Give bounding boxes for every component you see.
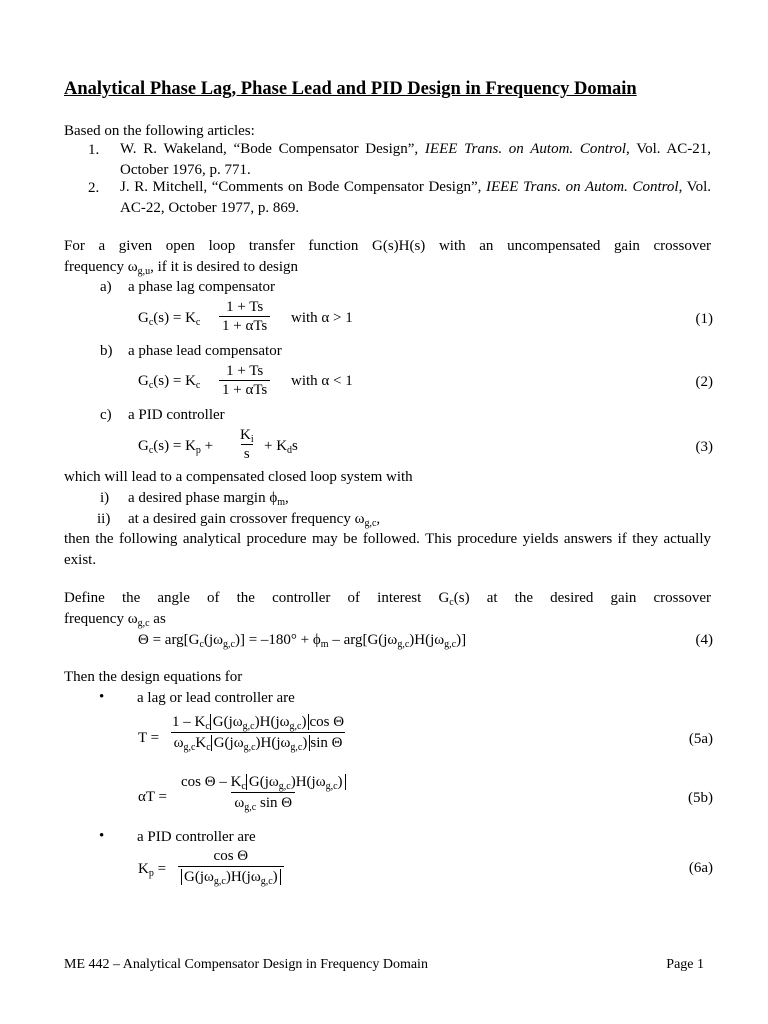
equation-condition: with α > 1 <box>291 310 353 326</box>
equation-number: (4) <box>695 632 713 648</box>
equation-fraction <box>219 300 270 334</box>
fraction-denominator: s <box>241 444 253 462</box>
reference-item <box>120 177 711 219</box>
equation-fraction <box>178 775 349 811</box>
intro-text: Based on the following articles: <box>64 123 255 139</box>
reference-authors: W. R. Wakeland, “Bode Compensator Design”, <box>120 141 425 157</box>
equation-lhs: $G_c(s) = K_c$ <box>138 310 201 328</box>
reference-details: , Vol. AC-22, October 1977, p. 869. <box>120 179 711 216</box>
equation-fraction <box>237 428 257 462</box>
list-item: a desired phase margin $\phi_m$, <box>128 490 289 508</box>
reference-details: , Vol. AC-21, October 1976, p. 771. <box>120 141 711 178</box>
equation-number: (2) <box>695 374 713 390</box>
page-number: Page 1 <box>666 957 704 972</box>
fraction-denominator: $\omega_{g,c}$ sin Θ <box>231 792 295 811</box>
fraction-denominator: $G(j\omega_{g,c})H(j\omega_{g,c})$ <box>178 866 284 885</box>
equation-fraction <box>178 849 284 885</box>
equation-lhs: $G_c(s) = K_p$ + <box>138 438 214 456</box>
equation-lhs: T = <box>138 730 160 746</box>
list-item: a PID controller <box>128 407 225 423</box>
fraction-numerator: $1 - K_c$ $G(j\omega_{g,c})H(j\omega_{g,c})$ cos Θ <box>172 714 345 732</box>
equation-number: (5b) <box>688 790 713 806</box>
paragraph-line: For a given open loop transfer function G(s)H(s) with an uncompensated gain crossover <box>64 238 711 254</box>
list-item: a PID controller are <box>137 829 256 845</box>
reference-journal: IEEE Trans. on Autom. Control <box>424 141 626 157</box>
fraction-denominator: 1 + αTs <box>219 380 270 398</box>
list-item: a phase lag compensator <box>128 279 276 295</box>
paragraph-line: frequency $\omega_{g,c}$ as <box>64 611 166 629</box>
paragraph: then the following analytical procedure may be followed. This procedure yields answers if they actually exist. <box>64 531 711 568</box>
list-label: ii) <box>97 511 111 527</box>
equation-number: (5a) <box>688 731 713 747</box>
paragraph-line: frequency $\omega_{g,u}$, if it is desired to design <box>64 259 298 277</box>
fraction-numerator: 1 + Ts <box>226 363 264 379</box>
list-label: i) <box>100 490 110 506</box>
reference-journal: IEEE Trans. on Autom. Control <box>485 179 679 195</box>
fraction-numerator: $K_i$ <box>240 427 254 445</box>
paragraph-line: which will lead to a compensated closed loop system with <box>64 469 413 485</box>
fraction-numerator: cos Θ – $K_c$ $G(j\omega_{g,c})H(j\omega_{g,c})$ <box>178 775 349 792</box>
bullet-icon: • <box>99 828 105 844</box>
paragraph-line: Then the design equations for <box>64 669 243 685</box>
reference-number: 1. <box>88 142 100 158</box>
equation-number: (6a) <box>688 860 713 876</box>
list-item: a phase lead compensator <box>128 343 282 359</box>
reference-authors: J. R. Mitchell, “Comments on Bode Compensator Design”, <box>120 179 486 195</box>
equation-lhs: $G_c(s) = K_c$ <box>138 373 201 391</box>
equation-number: (3) <box>695 439 713 455</box>
fraction-numerator: cos Θ <box>213 848 249 864</box>
equation: $\Theta = arg[G_c(j\omega_{g,c})] = -180^\circ + \phi_m - arg[G(j\omega_{g,c})H(j\omega_{g,c})]$ <box>138 632 467 650</box>
reference-number: 2. <box>88 180 100 196</box>
bullet-icon: • <box>99 689 105 705</box>
equation-number: (1) <box>695 311 713 327</box>
equation-condition: with α < 1 <box>291 373 353 389</box>
fraction-numerator: 1 + Ts <box>226 299 264 315</box>
fraction-denominator: 1 + αTs <box>219 316 270 334</box>
list-label: b) <box>100 343 113 359</box>
equation-fraction <box>169 715 347 751</box>
equation-tail: + $K_ds$ <box>264 438 298 456</box>
list-label: a) <box>100 279 112 295</box>
page-title: Analytical Phase Lag, Phase Lead and PID Design in Frequency Domain <box>64 79 637 99</box>
equation-lhs: αT = <box>138 789 167 805</box>
paragraph-line: Define the angle of the controller of interest $G_c(s)$ at the desired gain crossover <box>64 590 711 608</box>
footer-title: ME 442 – Analytical Compensator Design in Frequency Domain <box>64 957 428 972</box>
equation-lhs: $K_p$ = <box>138 861 167 879</box>
list-item: a lag or lead controller are <box>137 690 295 706</box>
fraction-denominator: $\omega_{g,c}K_c$ $G(j\omega_{g,c})H(j\omega_{g,c})$ sin Θ <box>171 732 346 751</box>
list-item: at a desired gain crossover frequency $\omega_{g,c}$, <box>128 511 381 529</box>
list-label: c) <box>100 407 112 423</box>
equation-fraction <box>219 364 270 398</box>
reference-item <box>120 139 711 181</box>
